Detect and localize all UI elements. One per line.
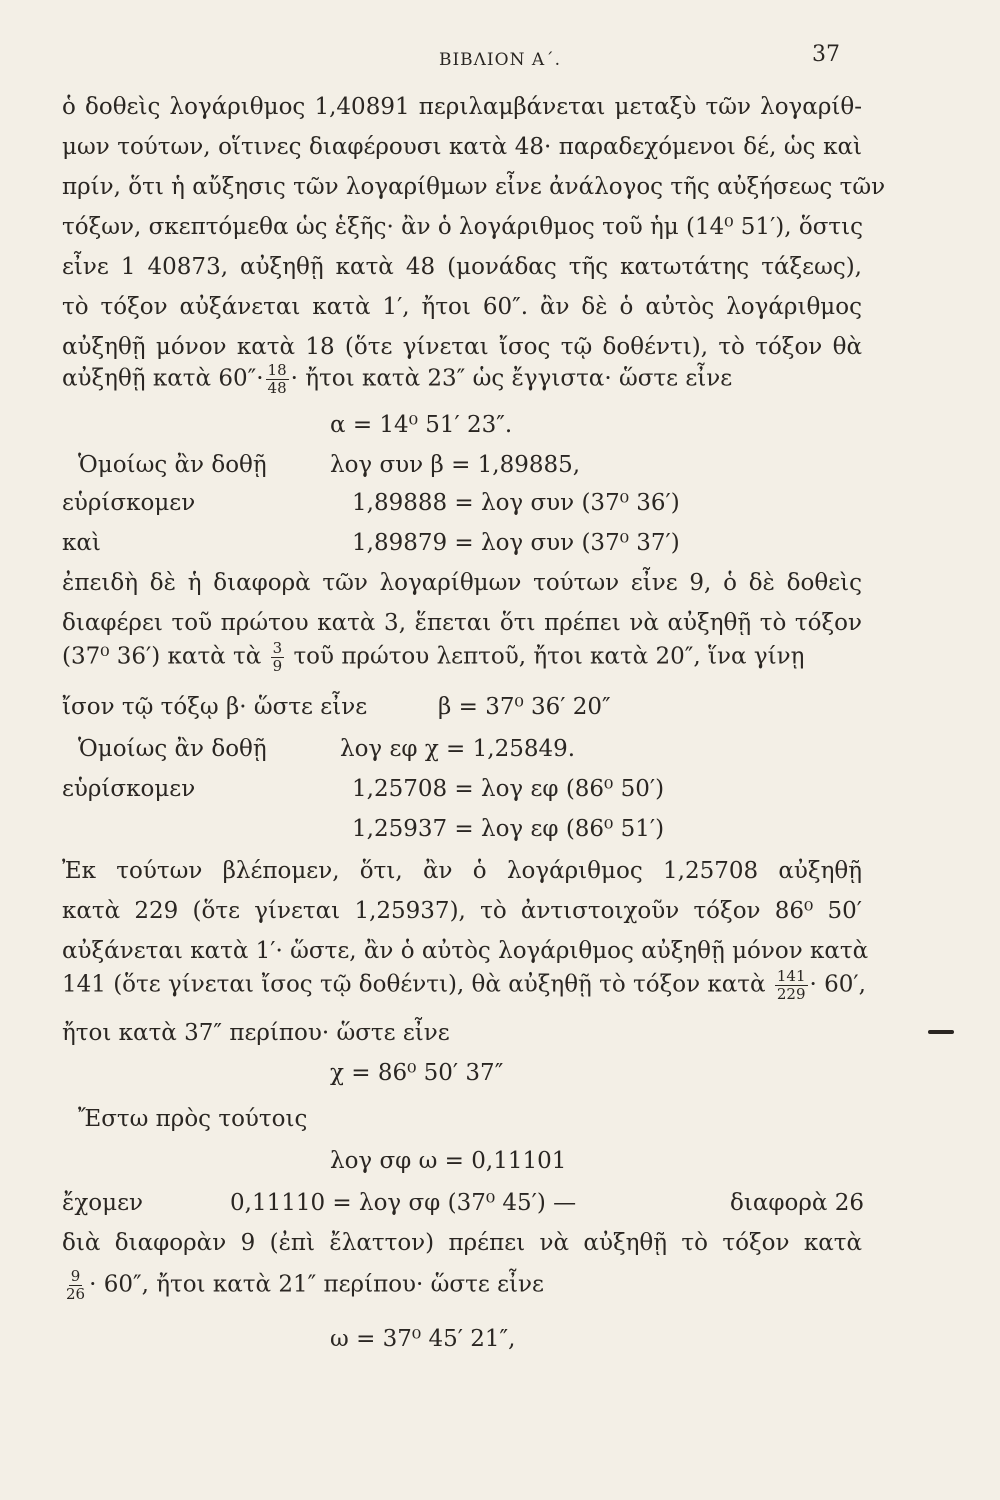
text-line: αὐξάνεται κατὰ 1′· ὥστε, ἂν ὁ αὐτὸς λογάριθμος αὐξηθῇ μόνον κατὰ — [62, 938, 869, 964]
equation-omega: ω = 37⁰ 45′ 21″, — [330, 1326, 516, 1352]
fraction-denominator: 26 — [66, 1285, 86, 1303]
fraction-denominator: 9 — [272, 657, 283, 675]
text-line-with-fraction — [62, 640, 862, 675]
text-segment: · 60″, ἤτοι κατὰ 21″ περίπου· ὥστε εἶνε — [89, 1271, 544, 1298]
fraction-numerator: 3 — [272, 639, 283, 657]
text-line-with-fraction — [62, 1268, 862, 1303]
equation: 1,25708 = λογ εφ (86⁰ 50′) — [352, 776, 665, 802]
text-line: Ἔστω πρὸς τούτοις — [78, 1106, 308, 1132]
text-line: αὐξηθῇ μόνον κατὰ 18 (ὅτε γίνεται ἴσος τῷ δοθέντι), τὸ τόξον θὰ — [62, 334, 862, 360]
difference-note: διαφορὰ 26 — [730, 1190, 864, 1216]
text-line: Ἐκ τούτων βλέπομεν, ὅτι, ἂν ὁ λογάριθμος 1,25708 αὐξηθῇ — [62, 858, 862, 884]
fraction — [266, 362, 289, 397]
equation-alpha: α = 14⁰ 51′ 23″. — [330, 412, 513, 438]
text-label: ἔχομεν — [62, 1190, 143, 1216]
text-line: διαφέρει τοῦ πρώτου κατὰ 3, ἕπεται ὅτι πρέπει νὰ αὐξηθῇ τὸ τόξον — [62, 610, 862, 636]
equation: 1,25937 = λογ εφ (86⁰ 51′) — [352, 816, 665, 842]
running-header: ΒΙΒΛΙΟΝ Α΄. — [438, 50, 562, 70]
fraction — [64, 1268, 87, 1303]
equation: λογ συν β = 1,89885, — [330, 452, 581, 478]
text-label: Ὁμοίως ἂν δοθῇ — [78, 736, 267, 762]
equation-beta: β = 37⁰ 36′ 20″ — [438, 694, 611, 720]
text-line: κατὰ 229 (ὅτε γίνεται 1,25937), τὸ ἀντιστοιχοῦν τόξον 86⁰ 50′ — [62, 898, 862, 924]
text-segment: 141 (ὅτε γίνεται ἴσος τῷ δοθέντι), θὰ αὐξηθῇ τὸ τόξον κατὰ — [62, 971, 766, 998]
fraction-numerator: 18 — [267, 361, 287, 379]
text-line-with-fraction — [62, 362, 862, 397]
fraction-numerator: 9 — [70, 1267, 81, 1285]
text-line: πρίν, ὅτι ἡ αὔξησις τῶν λογαρίθμων εἶνε ἀνάλογος τῆς αὐξήσεως τῶν — [62, 174, 886, 200]
equation: 1,89879 = λογ συν (37⁰ 37′) — [352, 530, 680, 556]
text-line: ἴσον τῷ τόξῳ β· ὥστε εἶνε — [62, 694, 368, 720]
equation: λογ εφ χ = 1,25849. — [340, 736, 576, 762]
text-line: ἤτοι κατὰ 37″ περίπου· ὥστε εἶνε — [62, 1020, 450, 1046]
text-line: τὸ τόξον αὐξάνεται κατὰ 1′, ἤτοι 60″. ἂν δὲ ὁ αὐτὸς λογάριθμος — [62, 294, 862, 320]
text-segment: · ἤτοι κατὰ 23″ ὡς ἔγγιστα· ὥστε εἶνε — [290, 365, 733, 392]
text-label: εὑρίσκομεν — [62, 776, 196, 802]
fraction — [775, 968, 808, 1003]
text-line-with-fraction — [62, 967, 866, 1003]
text-line: ἐπειδὴ δὲ ἡ διαφορὰ τῶν λογαρίθμων τούτων εἶνε 9, ὁ δὲ δοθεὶς — [62, 570, 862, 596]
text-label: Ὁμοίως ἂν δοθῇ — [78, 452, 267, 478]
fraction-denominator: 48 — [267, 379, 287, 397]
text-line: εἶνε 1 40873, αὐξηθῇ κατὰ 48 (μονάδας τῆς κατωτάτης τάξεως), — [62, 254, 862, 280]
equation: 0,11110 = λογ σφ (37⁰ 45′) — — [230, 1190, 577, 1216]
equation: 1,89888 = λογ συν (37⁰ 36′) — [352, 490, 680, 516]
equation-chi: χ = 86⁰ 50′ 37″ — [330, 1060, 504, 1086]
text-line: τόξων, σκεπτόμεθα ὡς ἑξῆς· ἂν ὁ λογάριθμος τοῦ ἡμ (14⁰ 51′), ὅστις — [62, 214, 864, 240]
text-segment: (37⁰ 36′) κατὰ τὰ — [62, 643, 262, 670]
text-segment: τοῦ πρώτου λεπτοῦ, ἤτοι κατὰ 20″, ἵνα γίνῃ — [293, 643, 805, 670]
text-segment: · 60′, — [809, 971, 866, 998]
margin-mark — [928, 1030, 954, 1034]
text-label: εὑρίσκομεν — [62, 490, 196, 516]
equation: λογ σφ ω = 0,11101 — [330, 1148, 567, 1174]
fraction-denominator: 229 — [776, 985, 806, 1003]
fraction-numerator: 141 — [776, 967, 806, 985]
text-line: μων τούτων, οἵτινες διαφέρουσι κατὰ 48· παραδεχόμενοι δέ, ὡς καὶ — [62, 134, 862, 160]
text-label: καὶ — [62, 530, 101, 556]
text-line: ὁ δοθεὶς λογάριθμος 1,40891 περιλαμβάνεται μεταξὺ τῶν λογαρίθ- — [62, 94, 862, 120]
fraction — [271, 640, 285, 675]
text-line: διὰ διαφορὰν 9 (ἐπὶ ἔλαττον) πρέπει νὰ αὐξηθῇ τὸ τόξον κατὰ — [62, 1230, 862, 1256]
text-segment: αὐξηθῇ κατὰ 60″· — [62, 365, 264, 392]
page-number: 37 — [812, 42, 840, 67]
